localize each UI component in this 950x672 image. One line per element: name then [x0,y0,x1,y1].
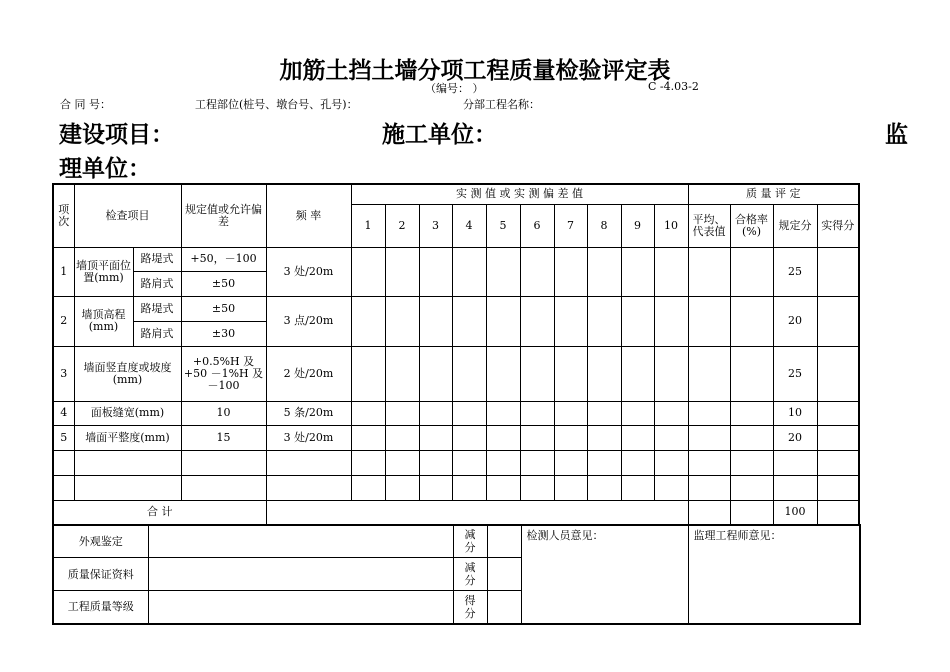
header-pass-rate: 合格率(%) [730,204,773,247]
header-check-item: 检查项目 [74,184,181,247]
header-item-no: 项次 [53,184,74,247]
row-score: 20 [773,425,817,450]
supervisor-heading-a: 监 [885,121,908,148]
col-header: 3 [419,204,452,247]
inspector-opinion: 检测人员意见： [521,525,688,624]
header-frequency: 频 率 [266,184,351,247]
row-no: 4 [53,401,74,425]
row-sub: 路肩式 [133,271,181,296]
contract-no-label: 合 同 号： [60,98,111,111]
row-sub: 路堤式 [133,247,181,271]
gain-label: 得分 [453,591,487,624]
header-real-score: 实得分 [817,204,859,247]
code-label: （编号： ） [425,82,484,95]
row-item: 墙面平整度(mm) [74,425,181,450]
header-spec: 规定值或允许偏差 [181,184,266,247]
form-number: C -4.03-2 [648,80,699,93]
appearance-label: 外观鉴定 [53,525,148,558]
evaluation-table [52,524,861,625]
row-spec: 10 [181,401,266,425]
project-heading: 建设项目： [59,121,174,148]
row-item: 墙顶高程(mm) [74,296,133,346]
row-item: 墙面竖直度或坡度(mm) [74,346,181,401]
col-header: 7 [554,204,587,247]
row-freq: 3 点/20m [266,296,351,346]
grade-label: 工程质量等级 [53,591,148,624]
row-freq: 3 处/20m [266,425,351,450]
row-score: 25 [773,247,817,296]
deduct-label: 减分 [453,525,487,558]
location-label: 工程部位(桩号、墩台号、孔号)： [195,98,358,111]
row-spec: 15 [181,425,266,450]
total-score: 100 [773,500,817,525]
header-spec-score: 规定分 [773,204,817,247]
col-header: 9 [621,204,654,247]
col-header: 6 [520,204,554,247]
header-quality: 质 量 评 定 [688,184,859,204]
row-score: 20 [773,296,817,346]
row-item: 墙顶平面位置(mm) [74,247,133,296]
row-spec: ±50 [181,296,266,321]
total-label: 合 计 [53,500,266,525]
row-sub: 路肩式 [133,321,181,346]
row-freq: 3 处/20m [266,247,351,296]
supervisor-opinion: 监理工程师意见： [688,525,860,624]
row-spec: +0.5%H 及+50 －1%H 及－100 [181,346,266,401]
row-no: 1 [53,247,74,296]
inspection-table [52,183,860,526]
constructor-heading: 施工单位： [382,121,497,148]
col-header: 8 [587,204,621,247]
col-header: 2 [385,204,419,247]
supervisor-heading-b: 理单位： [59,155,151,182]
row-score: 10 [773,401,817,425]
row-spec: +50，－100 [181,247,266,271]
col-header: 10 [654,204,688,247]
row-freq: 2 处/20m [266,346,351,401]
row-no: 3 [53,346,74,401]
col-header: 5 [486,204,520,247]
form-title: 加筋土挡土墙分项工程质量检验评定表 [279,57,671,84]
sub-project-label: 分部工程名称： [463,98,540,111]
row-spec: ±50 [181,271,266,296]
deduct-label-2: 减分 [453,558,487,591]
col-header: 1 [351,204,385,247]
row-no: 2 [53,296,74,346]
col-header: 4 [452,204,486,247]
row-freq: 5 条/20m [266,401,351,425]
header-measured: 实 测 值 或 实 测 偏 差 值 [351,184,688,204]
row-item: 面板缝宽(mm) [74,401,181,425]
header-average: 平均、代表值 [688,204,730,247]
row-sub: 路堤式 [133,296,181,321]
row-spec: ±30 [181,321,266,346]
row-score: 25 [773,346,817,401]
row-no: 5 [53,425,74,450]
quality-docs-label: 质量保证资料 [53,558,148,591]
